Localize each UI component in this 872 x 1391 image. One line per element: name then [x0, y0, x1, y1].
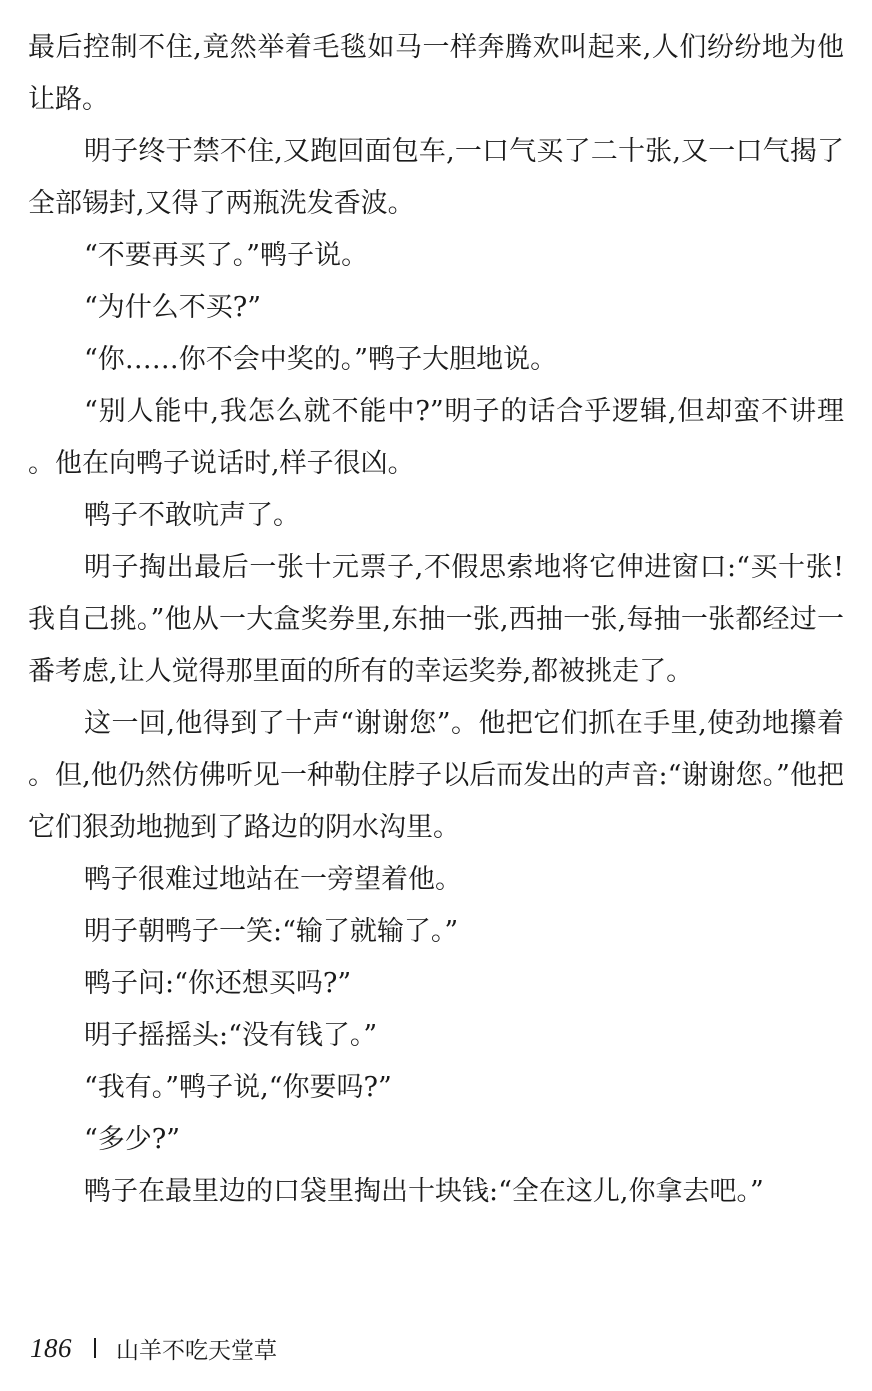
paragraph-10: 鸭子很难过地站在一旁望着他。: [84, 864, 462, 895]
paragraph-11: 明子朝鸭子一笑:“输了就输了。”: [84, 916, 459, 947]
footer-divider: [94, 1338, 96, 1358]
body-text: [28, 22, 844, 1218]
paragraph-6: “别人能中,我怎么就不能中?”明子的话合乎逻辑,但却蛮不讲理。他在向鸭子说话时,样子很凶。: [28, 396, 844, 479]
paragraph-13: 明子摇摇头:“没有钱了。”: [84, 1020, 378, 1051]
paragraph-12: 鸭子问:“你还想买吗?”: [84, 968, 352, 999]
paragraph-4: “为什么不买?”: [84, 292, 262, 323]
paragraph-7: 鸭子不敢吭声了。: [84, 500, 300, 531]
paragraph-16: 鸭子在最里边的口袋里掏出十块钱:“全在这儿,你拿去吧。”: [84, 1176, 764, 1207]
paragraph-3: “不要再买了。”鸭子说。: [84, 240, 369, 271]
page-number: 186: [30, 1332, 72, 1363]
paragraph-15: “多少?”: [84, 1124, 181, 1155]
book-title: 山羊不吃天堂草: [116, 1337, 277, 1364]
paragraph-14: “我有。”鸭子说,“你要吗?”: [84, 1072, 392, 1103]
paragraph-1: 最后控制不住,竟然举着毛毯如马一样奔腾欢叫起来,人们纷纷地为他让路。: [28, 32, 844, 115]
paragraph-8: 明子掏出最后一张十元票子,不假思索地将它伸进窗口:“买十张! 我自己挑。”他从一大盒奖券里,东抽一张,西抽一张,每抽一张都经过一番考虑,让人觉得那里面的所有的幸运奖券,都被挑走了。: [28, 552, 844, 687]
paragraph-9: 这一回,他得到了十声“谢谢您”。他把它们抓在手里,使劲地攥着。但,他仍然仿佛听见一种勒住脖子以后而发出的声音:“谢谢您。”他把它们狠劲地抛到了路边的阴水沟里。: [28, 708, 844, 843]
page-footer: [30, 1328, 277, 1368]
paragraph-5: “你……你不会中奖的。”鸭子大胆地说。: [84, 344, 558, 375]
paragraph-2: 明子终于禁不住,又跑回面包车,一口气买了二十张,又一口气揭了全部锡封,又得了两瓶洗发香波。: [28, 136, 844, 219]
